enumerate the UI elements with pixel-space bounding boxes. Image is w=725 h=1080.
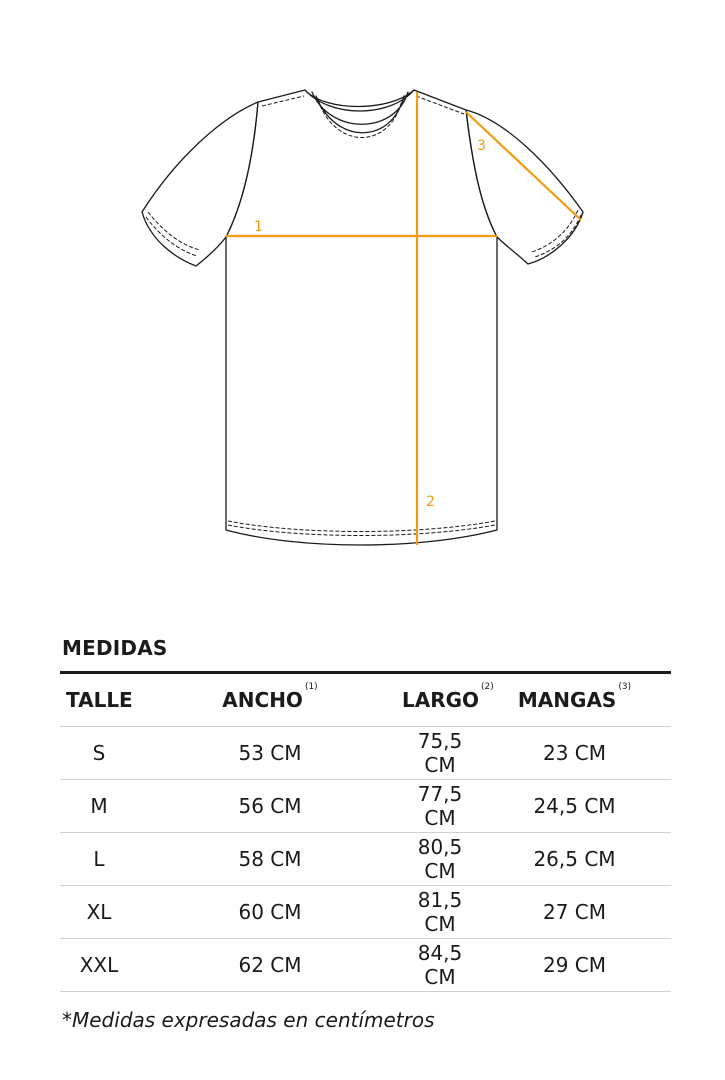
footnote-text: *Medidas expresadas en centímetros [62,1008,435,1032]
right-cuff-stitch [532,210,581,257]
footnote-1: (1) [304,682,318,692]
header-largo: LARGO$^{(2)}$ [402,682,494,712]
cell-talle: XXL [60,939,138,992]
cell-ancho: 56 CM [138,780,402,833]
table-row [60,727,671,780]
measure-label-3: 3 [477,138,486,154]
footnote-3: (3) [618,682,632,692]
left-sleeve-outline [142,102,258,266]
cell-mangas: 27 CM [478,886,671,939]
footnote-2: (2) [481,682,494,692]
size-table [60,671,671,992]
table-row [60,939,671,992]
cell-ancho: 60 CM [138,886,402,939]
table-row [60,833,671,886]
cell-largo: 81,5 CM [402,886,478,939]
cell-talle: M [60,780,138,833]
header-ancho: ANCHO$^{(1)}$ [222,682,318,712]
table-row [60,886,671,939]
measure-label-1: 1 [254,219,263,235]
section-title: MEDIDAS [62,636,168,660]
hem-stitch [228,521,495,536]
cell-ancho: 58 CM [138,833,402,886]
header-talle: TALLE [66,688,133,712]
cell-talle: S [60,727,138,780]
cell-mangas: 23 CM [478,727,671,780]
cell-largo: 75,5 CM [402,727,478,780]
shoulder-stitch-left [262,96,304,106]
cell-ancho: 62 CM [138,939,402,992]
cell-mangas: 29 CM [478,939,671,992]
table-row [60,780,671,833]
size-table-container [60,671,671,992]
cell-largo: 77,5 CM [402,780,478,833]
table-header-row [60,673,671,727]
measure-label-2: 2 [426,494,435,510]
right-sleeve-outline [466,110,583,264]
cell-mangas: 26,5 CM [478,833,671,886]
cell-largo: 80,5 CM [402,833,478,886]
header-mangas: MANGAS$^{(3)}$ [517,682,632,712]
cell-mangas: 24,5 CM [478,780,671,833]
cell-ancho: 53 CM [138,727,402,780]
left-cuff-stitch [146,212,200,256]
cell-talle: L [60,833,138,886]
shirt-body-outline [226,90,497,545]
shoulder-stitch-right [416,96,464,114]
cell-talle: XL [60,886,138,939]
cell-largo: 84,5 CM [402,939,478,992]
